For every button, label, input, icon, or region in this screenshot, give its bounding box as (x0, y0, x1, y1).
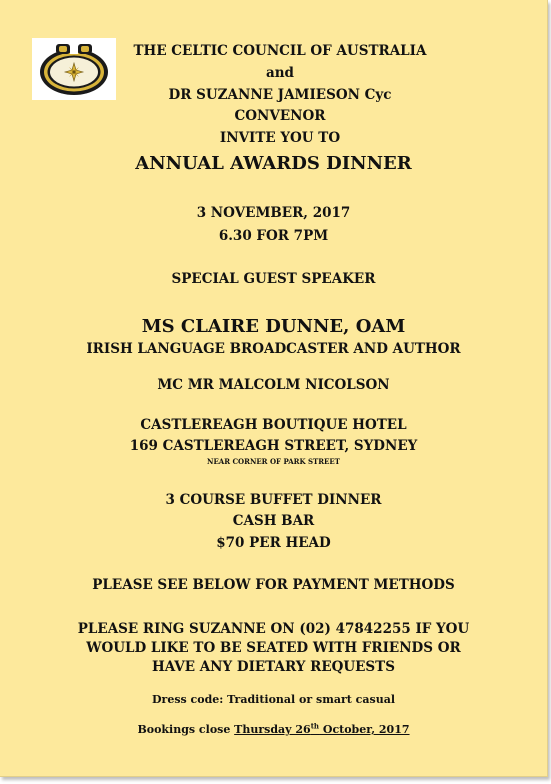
bookings-ordinal: th (310, 721, 320, 731)
host-name: DR SUZANNE JAMIESON Cyc (168, 87, 392, 103)
price: $70 PER HEAD (216, 535, 331, 551)
venue-name: CASTLEREAGH BOUTIQUE HOTEL (140, 417, 407, 433)
event-time: 6.30 FOR 7PM (218, 228, 329, 244)
bookings-day: Thursday 26 (234, 723, 311, 736)
contact-line-3: HAVE ANY DIETARY REQUESTS (152, 659, 395, 675)
cash-bar: CASH BAR (232, 513, 315, 529)
contact-line-2: WOULD LIKE TO BE SEATED WITH FRIENDS OR (86, 640, 461, 656)
payment-note: PLEASE SEE BELOW FOR PAYMENT METHODS (92, 577, 455, 593)
organisation-name: THE CELTIC COUNCIL OF AUSTRALIA (133, 43, 427, 59)
bookings-date (234, 723, 409, 736)
bookings-prefix: Bookings close (137, 723, 235, 736)
bookings-rest: October, 2017 (319, 723, 410, 736)
venue-note: NEAR CORNER OF PARK STREET (207, 457, 340, 466)
event-title: ANNUAL AWARDS DINNER (135, 153, 412, 174)
guest-name: MS CLAIRE DUNNE, OAM (141, 316, 406, 337)
dress-code: Dress code: Traditional or smart casual (151, 693, 396, 706)
host-role: CONVENOR (234, 108, 326, 124)
guest-description: IRISH LANGUAGE BROADCASTER AND AUTHOR (86, 341, 461, 357)
event-date: 3 NOVEMBER, 2017 (196, 205, 351, 221)
dinner-menu: 3 COURSE BUFFET DINNER (165, 492, 382, 508)
guest-heading: SPECIAL GUEST SPEAKER (171, 271, 376, 287)
invite-text: INVITE YOU TO (219, 130, 341, 146)
bookings-close (0, 723, 547, 736)
and-text: and (265, 65, 294, 81)
contact-line-1: PLEASE RING SUZANNE ON (02) 47842255 IF YOU (77, 621, 470, 637)
mc-name: MC MR MALCOLM NICOLSON (157, 377, 390, 393)
venue-address: 169 CASTLEREAGH STREET, SYDNEY (129, 438, 418, 454)
